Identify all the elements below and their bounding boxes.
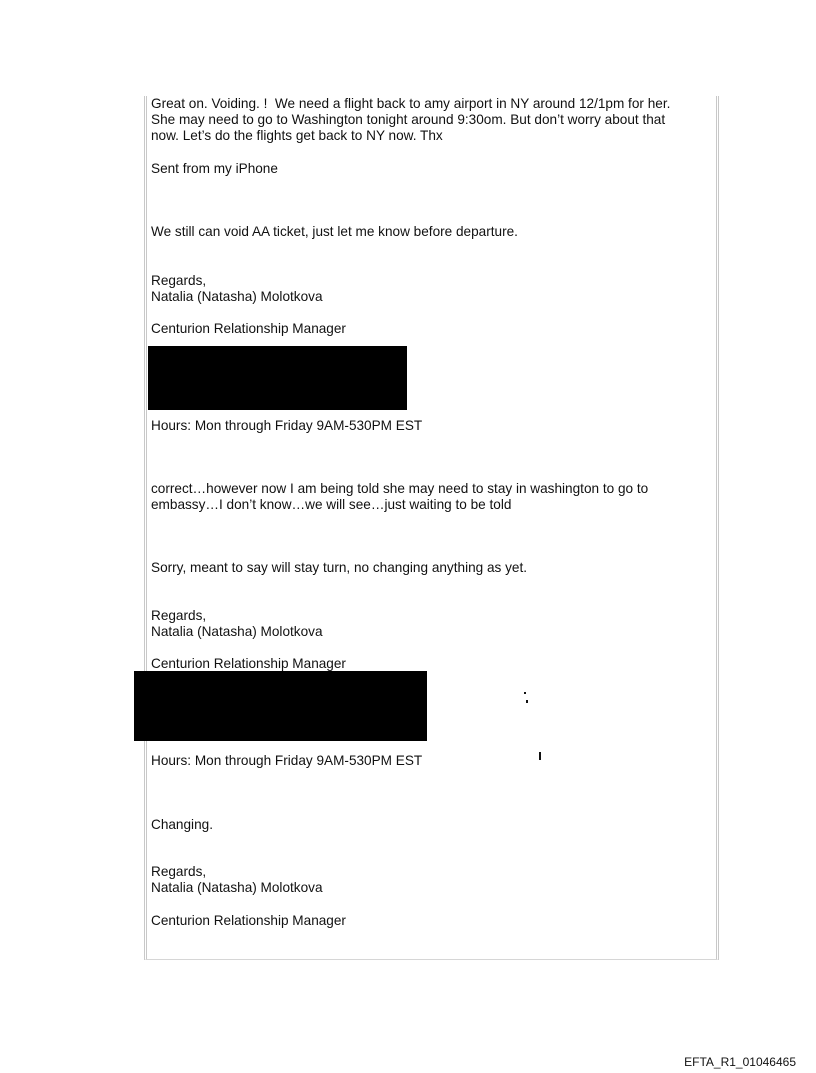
message-line: Great on. Voiding. ! We need a flight back to amy airport in NY around 12/1pm for her. — [151, 96, 671, 111]
sender-title: Centurion Relationship Manager — [151, 913, 346, 928]
speck-mark — [524, 692, 526, 694]
sender-name: Natalia (Natasha) Molotkova — [151, 880, 323, 895]
sender-name: Natalia (Natasha) Molotkova — [151, 289, 323, 304]
speck-mark — [539, 752, 541, 760]
message-line: embassy…I don’t know…we will see…just waiting to be told — [151, 497, 512, 512]
office-hours: Hours: Mon through Friday 9AM-530PM EST — [151, 753, 423, 768]
sender-title: Centurion Relationship Manager — [151, 321, 346, 336]
document-id: EFTA_R1_01046465 — [684, 1055, 796, 1069]
message-line: correct…however now I am being told she may need to stay in washington to go to — [151, 481, 649, 496]
regards-line: Regards, — [151, 864, 207, 879]
office-hours: Hours: Mon through Friday 9AM-530PM EST — [151, 418, 423, 433]
message-body: We still can void AA ticket, just let me know before departure. — [151, 224, 518, 239]
redaction-block — [134, 671, 427, 741]
redaction-block — [148, 346, 407, 410]
sender-name: Natalia (Natasha) Molotkova — [151, 624, 323, 639]
speck-mark — [526, 700, 528, 703]
message-body: Sorry, meant to say will stay turn, no changing anything as yet. — [151, 560, 528, 575]
message-body: Changing. — [151, 817, 213, 832]
sender-title: Centurion Relationship Manager — [151, 656, 346, 671]
sent-from-signature: Sent from my iPhone — [151, 161, 278, 176]
regards-line: Regards, — [151, 608, 207, 623]
regards-line: Regards, — [151, 273, 207, 288]
message-line: now. Let’s do the flights get back to NY now. Thx — [151, 128, 443, 143]
message-line: She may need to go to Washington tonight around 9:30om. But don’t worry about that — [151, 112, 666, 127]
